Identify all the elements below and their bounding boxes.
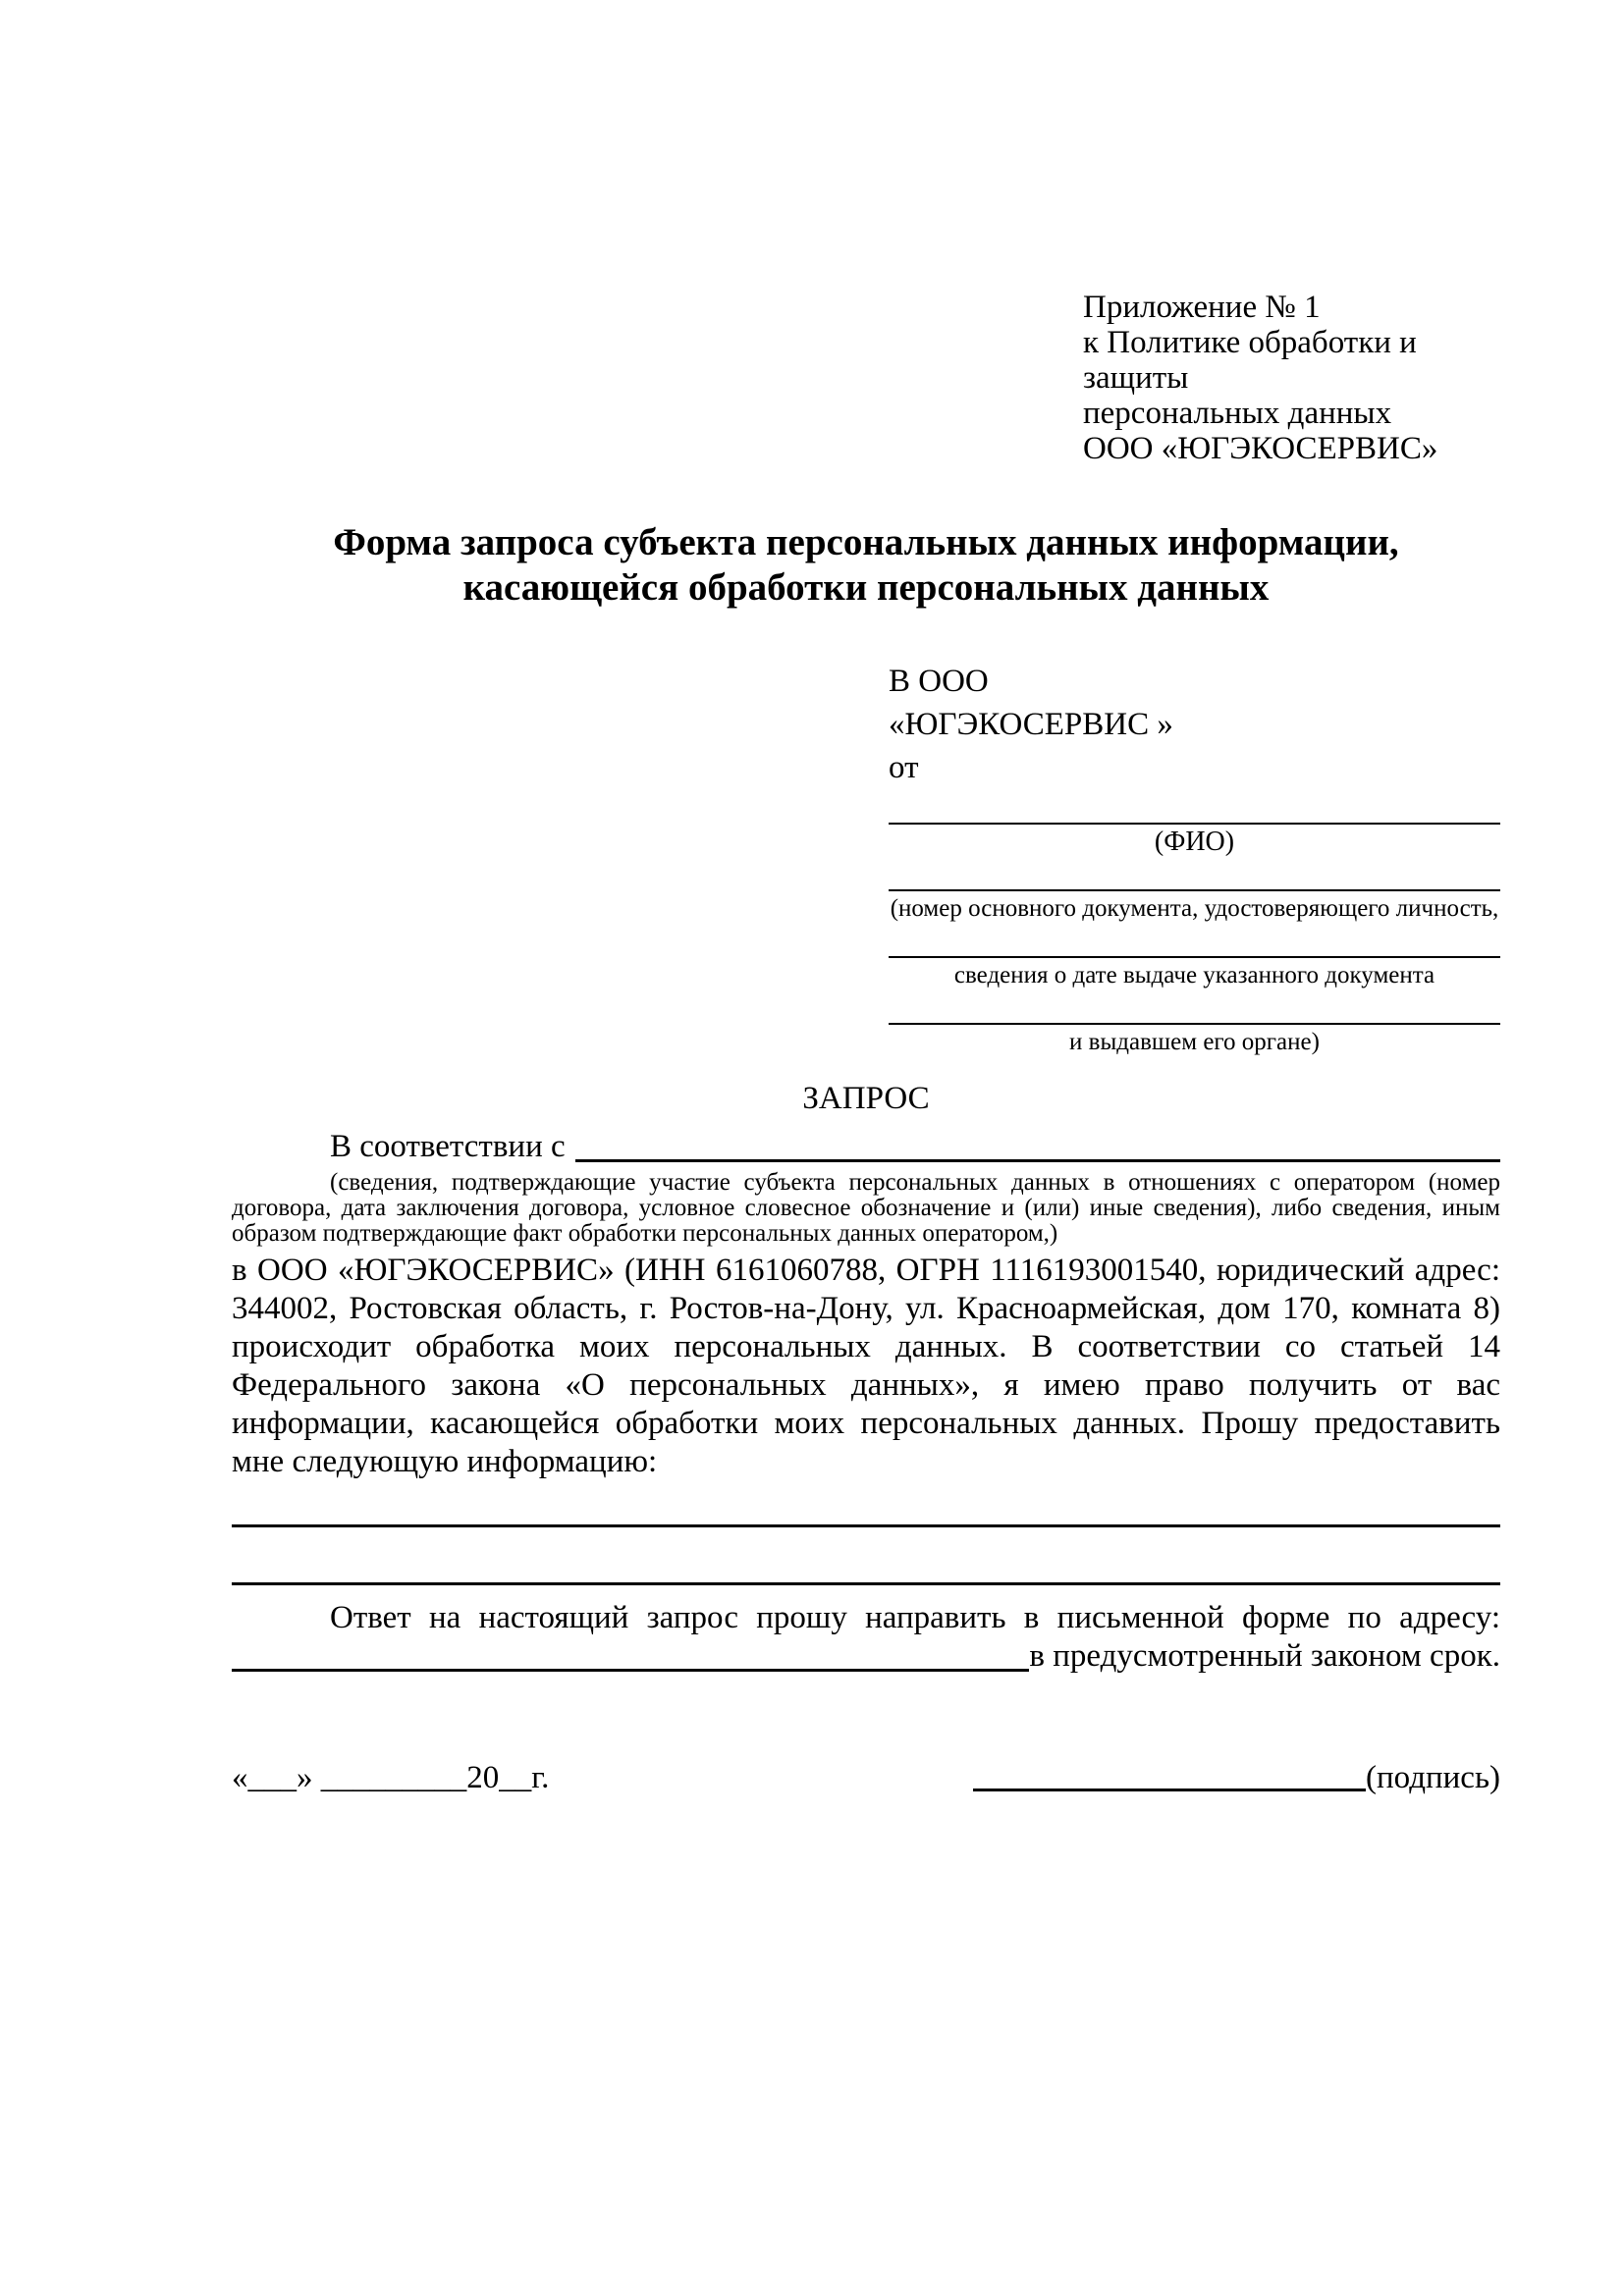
field-fio xyxy=(889,801,1500,856)
address-fill-line[interactable] xyxy=(232,1637,1029,1672)
field-document-number xyxy=(889,868,1500,923)
appendix-line: ООО «ЮГЭКОСЕРВИС» xyxy=(1083,431,1438,466)
document-title-line1: Форма запроса субъекта персональных данных информации, xyxy=(333,521,1399,563)
fio-fill-line[interactable] xyxy=(889,801,1500,825)
accordance-label: В соответствии с xyxy=(330,1129,566,1164)
date-signature-row xyxy=(232,1759,1500,1797)
appendix-line: Приложение № 1 xyxy=(1083,290,1321,325)
addressee-line-from: от xyxy=(889,750,919,785)
answer-suffix: в предусмотренный законом срок. xyxy=(1029,1638,1500,1674)
request-heading: ЗАПРОС xyxy=(802,1081,930,1116)
field-issuing-authority xyxy=(889,1001,1500,1056)
issue-date-caption: сведения о дате выдаче указанного документа xyxy=(953,962,1435,988)
signature-fill-line[interactable] xyxy=(973,1759,1366,1791)
accordance-row xyxy=(232,1128,1500,1166)
address-row xyxy=(232,1637,1500,1676)
appendix-line: к Политике обработки и защиты xyxy=(1083,325,1417,396)
document-number-caption: (номер основного документа, удостоверяющего личность, xyxy=(890,895,1499,922)
field-issue-date xyxy=(889,934,1500,989)
answer-paragraph: Ответ на настоящий запрос прошу направить в письменной форме по адресу: xyxy=(330,1600,1500,1635)
appendix-block xyxy=(1083,290,1500,466)
issuing-authority-caption: и выдавшем его органе) xyxy=(1069,1029,1320,1055)
addressee-line-company: «ЮГЭКОСЕРВИС » xyxy=(889,707,1173,742)
info-fill-line-1[interactable] xyxy=(232,1524,1500,1527)
fine-print-note: (сведения, подтверждающие участие субъекта персональных данных в отношениях с оператором (номер договора, дата заключения договора, условное словесное обозначение и (или) иные сведения), либо сведения, иным образом подтверждающие факт обработки персональных данных оператором,) xyxy=(232,1169,1500,1247)
addressee-line-to: В ООО xyxy=(889,664,989,699)
addressee-block xyxy=(889,660,1500,1056)
appendix-line: персональных данных xyxy=(1083,396,1392,431)
date-blank[interactable]: «___» _________20__г. xyxy=(232,1760,550,1795)
signature-caption: (подпись) xyxy=(1366,1760,1500,1795)
accordance-fill-line[interactable] xyxy=(575,1128,1500,1162)
signature-group xyxy=(973,1759,1500,1797)
document-title xyxy=(232,520,1500,611)
document-title-line2: касающейся обработки персональных данных xyxy=(462,566,1270,609)
request-body-paragraph: в ООО «ЮГЭКОСЕРВИС» (ИНН 6161060788, ОГРН 1116193001540, юридический адрес: 344002, Ростовская область, г. Ростов-на-Дону, ул. Красноармейская, дом 170, комната 8) происходит обработка моих персональных данных. В соответствии со статьей 14 Федерального закона «О персональных данных», я имею право получить от вас информации, касающейся обработки моих персональных данных. Прошу предоставить мне следующую информацию: xyxy=(232,1253,1500,1479)
document-number-fill-line[interactable] xyxy=(889,868,1500,891)
info-fill-line-2[interactable] xyxy=(232,1582,1500,1585)
issue-date-fill-line[interactable] xyxy=(889,934,1500,958)
fio-caption: (ФИО) xyxy=(1154,827,1235,857)
issuing-authority-fill-line[interactable] xyxy=(889,1001,1500,1025)
